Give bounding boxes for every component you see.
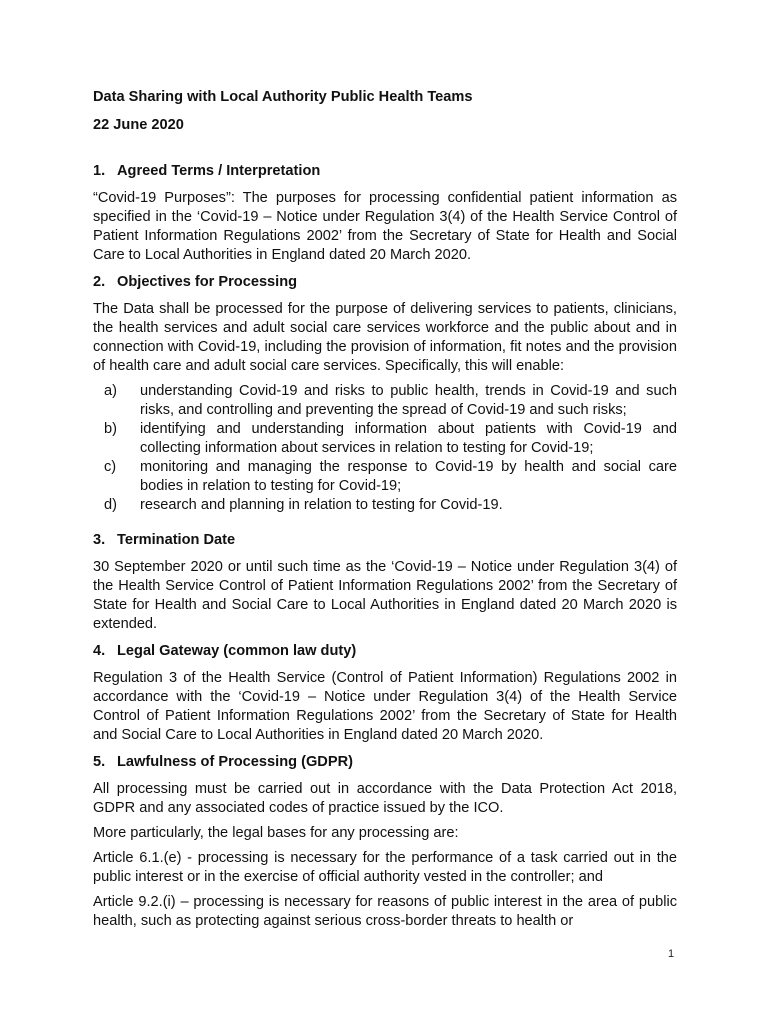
section-5-paragraph: All processing must be carried out in accordance with the Data Protection Act 2018, GDPR and any associated codes of practice issued by the ICO. [93, 781, 677, 816]
section-heading-3 [93, 531, 677, 550]
list-item-text: research and planning in relation to testing for Covid-19. [140, 497, 503, 513]
section-heading-2 [93, 273, 677, 292]
list-item [93, 382, 677, 420]
document-page [93, 88, 677, 937]
list-item [93, 458, 677, 496]
section-heading-5 [93, 753, 677, 772]
section-1-paragraph: “Covid-19 Purposes”: The purposes for processing confidential patient information as specified in the ‘Covid-19 – Notice under Regulation 3(4) of the Health Service Control of Patient Information Regulations 2002’ from the Secretary of State for Health and Social Care to Local Authorities in England dated 20 March 2020. [93, 190, 677, 263]
list-item-letter: c) [104, 459, 117, 475]
section-heading-1 [93, 162, 677, 181]
section-number: 1. [93, 163, 106, 179]
list-item-text: identifying and understanding information about patients with Covid-19 and collecting information about services in relation to testing for Covid-19; [140, 421, 677, 456]
document-title: Data Sharing with Local Authority Public Health Teams [93, 89, 473, 105]
list-item [93, 496, 677, 515]
section-2-paragraph: The Data shall be processed for the purpose of delivering services to patients, clinicians, the health services and adult social care services workforce and the public about and in connection with Covid-19, including the provision of information, fit notes and the provision of health care and adult social care services. Specifically, this will enable: [93, 301, 677, 374]
section-5-paragraph: Article 9.2.(i) – processing is necessary for reasons of public interest in the area of public health, such as protecting against serious cross-border threats to health or [93, 894, 677, 929]
list-item-letter: b) [104, 421, 117, 437]
list-item-letter: d) [104, 497, 117, 513]
list-item [93, 420, 677, 458]
section-number: 5. [93, 754, 106, 770]
section-5-paragraph: Article 6.1.(e) - processing is necessary for the performance of a task carried out in the public interest or in the exercise of official authority vested in the controller; and [93, 850, 677, 885]
section-number: 4. [93, 643, 106, 659]
section-title: Termination Date [117, 532, 236, 548]
section-3-paragraph: 30 September 2020 or until such time as the ‘Covid-19 – Notice under Regulation 3(4) of the Health Service Control of Patient Information Regulations 2002’ from the Secretary of State for Health and Social Care to Local Authorities in England dated 20 March 2020 is extended. [93, 559, 677, 632]
section-5-paragraph: More particularly, the legal bases for any processing are: [93, 825, 459, 841]
section-title: Lawfulness of Processing (GDPR) [117, 754, 353, 770]
section-number: 3. [93, 532, 106, 548]
page-number: 1 [668, 948, 675, 960]
section-number: 2. [93, 274, 106, 290]
section-title: Agreed Terms / Interpretation [117, 163, 321, 179]
list-item-text: monitoring and managing the response to Covid-19 by health and social care bodies in relation to testing for Covid-19; [140, 459, 677, 494]
document-date: 22 June 2020 [93, 117, 184, 133]
section-heading-4 [93, 642, 677, 661]
list-item-letter: a) [104, 383, 117, 399]
objectives-list [93, 382, 677, 515]
section-title: Objectives for Processing [117, 274, 298, 290]
section-title: Legal Gateway (common law duty) [117, 643, 357, 659]
list-item-text: understanding Covid-19 and risks to public health, trends in Covid-19 and such risks, and controlling and preventing the spread of Covid-19 and such risks; [140, 383, 677, 418]
section-4-paragraph: Regulation 3 of the Health Service (Control of Patient Information) Regulations 2002 in accordance with the ‘Covid-19 – Notice under Regulation 3(4) of the Health Service Control of Patient Information Regulations 2002’ from the Secretary of State for Health and Social Care to Local Authorities in England dated 20 March 2020. [93, 670, 677, 743]
